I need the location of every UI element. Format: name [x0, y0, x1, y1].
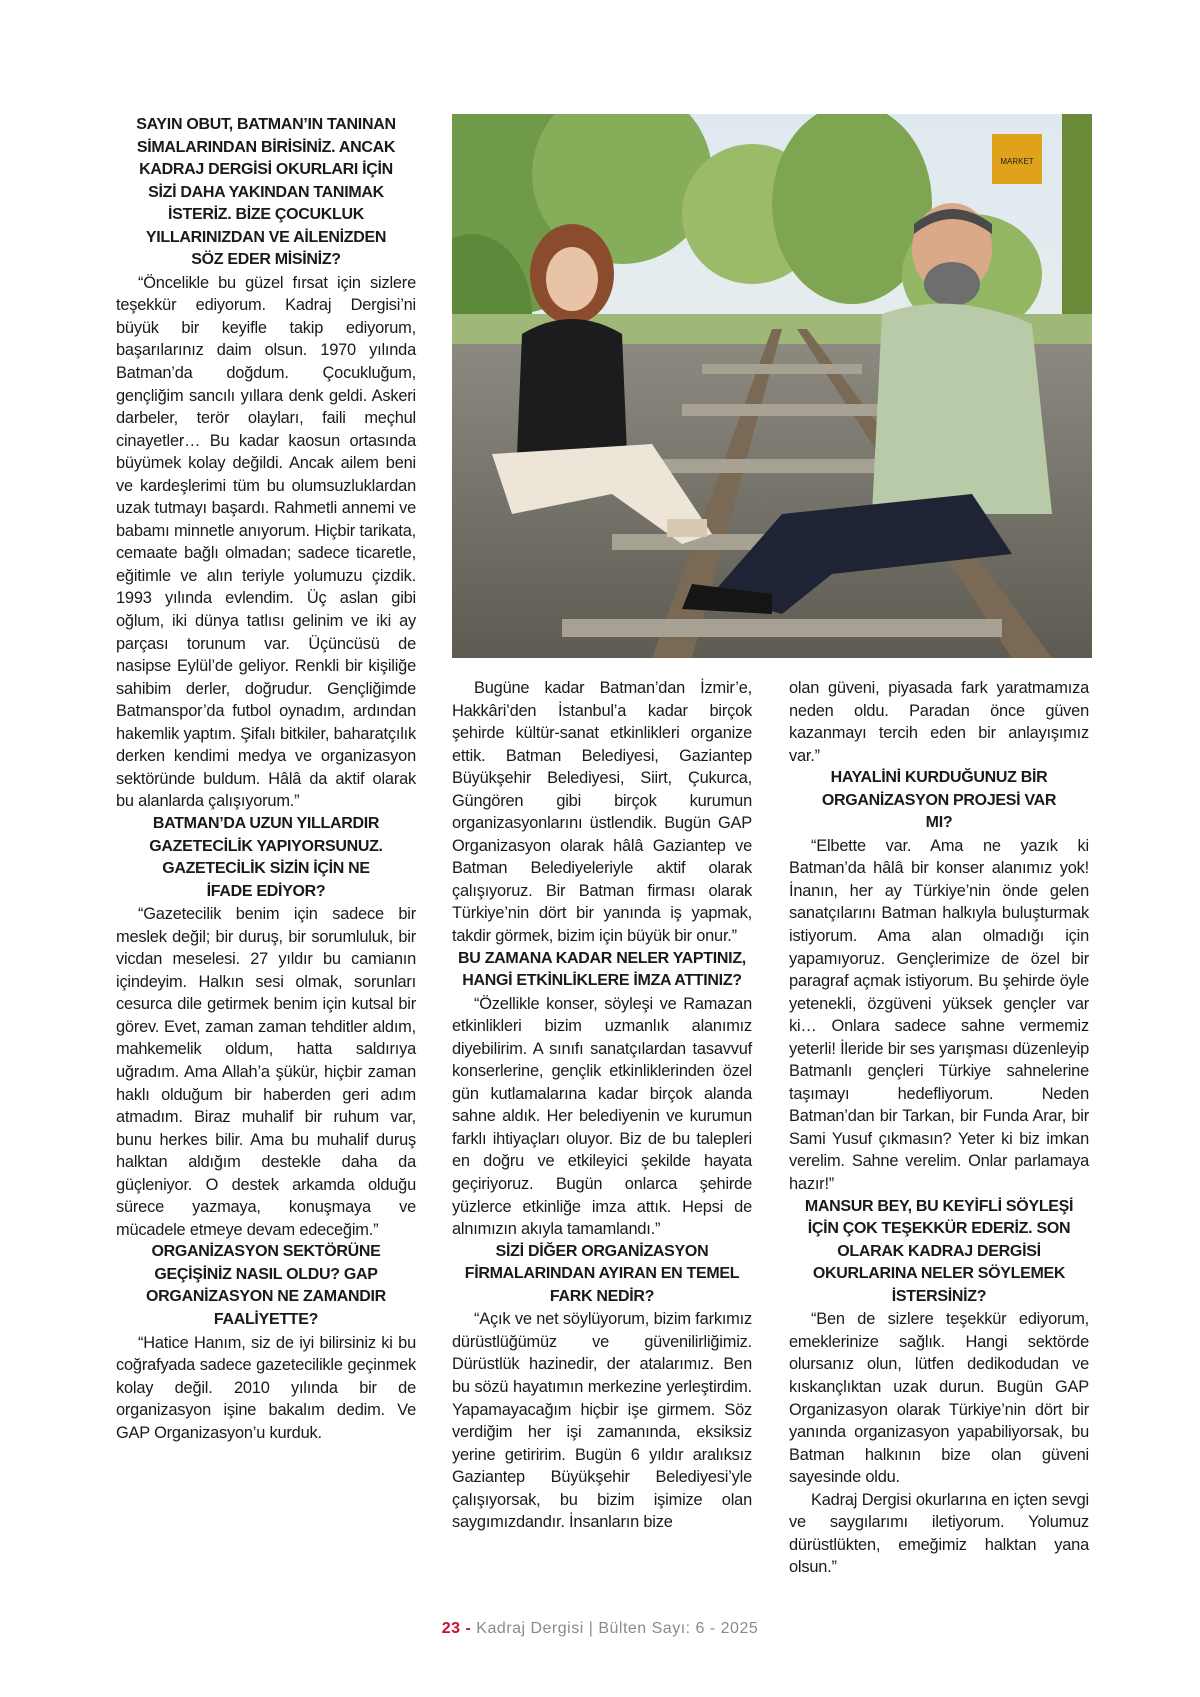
answer-paragraph: “Elbette var. Ama ne yazık ki Batman’da hâlâ bir konser alanımız yok! İnanın, her ay Türkiye’nin önde gelen sanatçılarını Batman halkıyla buluşturmak istiyorum. Ama alan olmadığı için yapamıyoruz. Gençlerimize de özel bir paragraf açmak istiyorum. Bu şehirde öyle yetenekli, özgüveni yüksek gençler var ki… Onlara sadece sahne vermemiz yeterli! İleride bir ses yarışması düzenleyip Batmanlı gençleri Türkiye sahnelerine taşımayı hedefliyorum. Neden Batman’dan bir Tarkan, bir Funda Arar, bir Sami Yusuf çıkmasın? Yeter ki biz imkan verelim. Sahne verelim. Onlar parlamaya hazır!”	[789, 836, 1089, 1194]
footer-text: Kadraj Dergisi | Bülten Sayı: 6 - 2025	[476, 1620, 759, 1637]
page-number: 23 -	[441, 1620, 472, 1637]
question-heading: ORGANİZASYON SEKTÖRÜNE GEÇİŞİNİZ NASIL OLDU? GAP ORGANİZASYON NE ZAMANDIR FAALİYETTE?	[146, 1243, 386, 1328]
market-sign: MARKET	[1000, 157, 1034, 166]
page-footer	[0, 1620, 1200, 1638]
question-heading: BATMAN’DA UZUN YILLARDIR GAZETECİLİK YAPIYORSUNUZ. GAZETECİLİK SİZİN İÇİN NE İFADE EDİYOR?	[149, 814, 383, 900]
answer-paragraph: Kadraj Dergisi okurlarına en içten sevgi ve saygılarımı iletiyorum. Yolumuz dürüstlükten, emeğimiz halktan yana olsun.”	[789, 1490, 1089, 1577]
answer-paragraph: Bugüne kadar Batman’dan İzmir’e, Hakkâri’den İstanbul’a kadar birçok şehirde kültür-sanat etkinlikleri organize ettik. Batman Belediyesi, Gaziantep Büyükşehir Belediyesi, Siirt, Çukurca, Güngören gibi birçok kurumun organizasyonlarını üstlendik. Bugün GAP Organizasyon olarak hâlâ Gaziantep ve Batman Belediyeleriyle aktif olarak çalışıyoruz. Bir Batman firması olarak Türkiye’nin dört bir yanında iş yapmak, takdir görmek, bizim için büyük bir onur.”	[452, 679, 752, 946]
text-column-3	[789, 677, 1089, 1579]
question-heading: SAYIN OBUT, BATMAN’IN TANINAN SİMALARINDAN BİRİSİNİZ. ANCAK KADRAJ DERGİSİ OKURLARI İÇİN SİZİ DAHA YAKINDAN TANIMAK İSTERİZ. BİZE ÇOCUKLUK YILLARINIZDAN VE AİLENİZDEN SÖZ EDER MİSİNİZ?	[136, 116, 396, 269]
question-heading: HAYALİNİ KURDUĞUNUZ BİR ORGANİZASYON PROJESİ VAR MI?	[821, 769, 1057, 832]
answer-paragraph: “Özellikle konser, söyleşi ve Ramazan etkinlikleri bizim uzmanlık alanımız diyebilirim. A sınıfı sanatçılardan tasavvuf konserlerine, gençlik etkinliklerinden özel gün kutlamalarına kadar birçok alanda sahne aldık. Her belediyenin ve kurumun farklı ihtiyaçları oluyor. Biz de bu talepleri en doğru ve etkileyici şekilde hayata geçiriyoruz. Bugün onlarca şehirde yüzlerce etkinliğe imza attık. Hepsi de alnımızın akıyla tamamlandı.”	[452, 994, 752, 1239]
answer-paragraph: “Ben de sizlere teşekkür ediyorum, emeklerinize sağlık. Hangi sektörde olursanız olun, lütfen dedikodudan ve kıskançlıktan uzak durun. Bugün GAP Organizasyon olarak Türkiye’nin dört bir yanında organizasyon yapabiliyorsak, bu Batman halkının bize olan güveni sayesinde oldu.	[789, 1310, 1089, 1487]
answer-paragraph: “Öncelikle bu güzel fırsat için sizlere teşekkür ediyorum. Kadraj Dergisi’ni büyük bir keyifle takip ediyorum, başarılarınız daim olsun. 1970 yılında Batman’da doğdum. Çocukluğum, gençliğim sancılı yıllara denk geldi. Askeri darbeler, terör olayları, faili meçhul cinayetler… Bu kadar kaosun ortasında büyümek kolay değildi. Ancak ailem beni ve kardeşlerimi tüm bu olumsuzluklardan uzak tutmayı başardı. Rahmetli annemi ve babamı minnetle anıyorum. Hiçbir tarikata, cemaate bağlı olmadan; sadece ticaretle, eğitimle ve alın teriyle yolumuzu çizdik. 1993 yılında evlendim. Üç aslan gibi oğlum, iki dünya tatlısı gelinim ve iki ay parçası torunum var. Üçüncüsü de nasipse Eylül’de geliyor. Renkli bir kişiliğe sahibim derler, doğrudur. Gençliğimde Batmanspor’da futbol oynadım, ardından hakemlik yaptım. Şifalı bitkiler, baharatçılık derken kendimi medya ve organizasyon sektöründe buldum. Hâlâ da aktif olarak bu alanlarda çalışıyorum.”	[116, 273, 416, 811]
railway-portrait-photo	[452, 114, 1092, 658]
answer-paragraph: “Açık ve net söylüyorum, bizim farkımız dürüstlüğümüz ve güvenilirliğimiz. Dürüstlük hazinedir, der atalarımız. Ben bu sözü hayatımın merkezine yerleştirdim. Yapamayacağım hiçbir işe girmem. Söz verdiğim her işi zamanında, eksiksiz yerine getiririm. Bugün 6 yıldır aralıksız Gaziantep Büyükşehir Belediyesi’yle çalışıyorsak, bu bizim işimize olan saygımızdandır. İnsanların bize	[452, 1310, 752, 1532]
interview-photo	[452, 114, 1092, 658]
text-column-1	[116, 114, 416, 1444]
answer-paragraph: “Hatice Hanım, siz de iyi bilirsiniz ki bu coğrafyada sadece gazetecilikle geçinmek kolay değil. 2010 yılında bir de organizasyon işine bakalım dedim. Ve GAP Organizasyon’u kurduk.	[116, 1333, 416, 1442]
text-column-2	[452, 677, 752, 1534]
answer-paragraph: “Gazetecilik benim için sadece bir meslek değil; bir duruş, bir sorumluluk, bir vicdan meselesi. 27 yıldır bu camianın içindeyim. Halkın sesi olmak, sorunları cesurca dile getirmek benim için kutsal bir görev. Evet, zaman zaman tehditler aldım, mahkemelik oldum, hatta saldırıya uğradım. Ama Allah’a şükür, hiçbir zaman haklı olduğum bir haberden geri adım atmadım. Biraz muhalif bir ruhum var, bunu herkes bilir. Ama bu muhalif duruş halktan aldığım destekle daha da güçleniyor. O destek arkamda olduğu sürece yazmaya, konuşmaya ve mücadele etmeye devam edeceğim.”	[116, 905, 416, 1239]
question-heading: SİZİ DİĞER ORGANİZASYON FİRMALARINDAN AYIRAN EN TEMEL FARK NEDİR?	[464, 1242, 740, 1305]
answer-paragraph: olan güveni, piyasada fark yaratmamıza neden oldu. Paradan önce güven kazanmayı tercih eden bir anlayışımız var.”	[789, 679, 1089, 765]
question-heading: MANSUR BEY, BU KEYİFLİ SÖYLEŞİ İÇİN ÇOK TEŞEKKÜR EDERİZ. SON OLARAK KADRAJ DERGİSİ OKURLARINA NELER SÖYLEMEK İSTERSİNİZ?	[804, 1197, 1074, 1305]
question-heading: BU ZAMANA KADAR NELER YAPTINIZ, HANGİ ETKİNLİKLERE İMZA ATTINIZ?	[458, 949, 746, 990]
